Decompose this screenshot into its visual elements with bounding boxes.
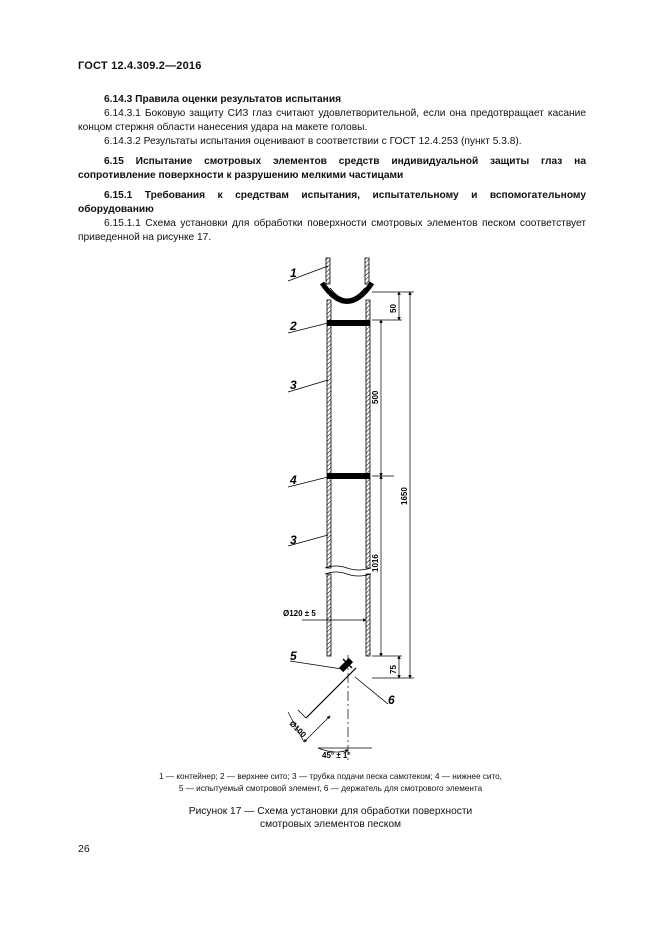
- legend-line-2: 5 — испытуемый смотровой элемент, 6 — держатель для смотрового элемента: [178, 783, 483, 793]
- paragraph-6-15-1-1: 6.15.1.1 Схема установки для обработки поверхности смотровых элементов песком соответствует приведенной на рисунке 17.: [78, 218, 586, 243]
- dim-1016: 1016: [371, 554, 380, 572]
- legend-line-1: 1 — контейнер; 2 — верхнее сито; 3 — трубка подачи песка самотеком; 4 — нижнее сито,: [159, 772, 502, 781]
- label-tube-lower: 3: [290, 533, 297, 547]
- label-upper-sieve: 2: [290, 319, 297, 333]
- document-header: ГОСТ 12.4.309.2—2016: [78, 60, 202, 72]
- dim-specimen-diameter: Ø100: [287, 719, 308, 740]
- label-tube-upper: 3: [290, 378, 297, 392]
- paragraph-6-14-3-1: 6.14.3.1 Боковую защиту СИЗ глаз считают удовлетворительной, если она предотвращает касание концом стержня области нанесения удара на макете головы.: [78, 108, 586, 133]
- label-specimen: 5: [290, 649, 297, 663]
- heading-6-14-3: 6.14.3 Правила оценки результатов испытания: [104, 94, 342, 105]
- dim-1650: 1650: [400, 487, 409, 505]
- dim-angle: 45° ± 1°: [322, 751, 351, 760]
- dim-75: 75: [389, 665, 398, 674]
- dim-diameter: Ø120 ± 5: [283, 609, 316, 618]
- dim-500: 500: [371, 390, 380, 404]
- figure-caption: [0, 805, 661, 831]
- lower-sieve: [327, 473, 370, 479]
- upper-sieve: [327, 320, 370, 326]
- caption-line-1: Рисунок 17 — Схема установки для обработки поверхности: [188, 806, 473, 817]
- heading-6-15-1: 6.15.1 Требования к средствам испытания, испытательному и вспомогательному оборудованию: [78, 190, 586, 215]
- label-lower-sieve: 4: [290, 473, 297, 487]
- leader-lines: [288, 266, 388, 704]
- label-holder: 6: [388, 693, 395, 707]
- caption-line-2: смотровых элементов песком: [259, 819, 402, 830]
- label-container: 1: [290, 266, 297, 280]
- container: [322, 258, 372, 302]
- figure-legend: [0, 771, 661, 794]
- paragraph-6-14-3-2: 6.14.3.2 Результаты испытания оценивают в соответствии с ГОСТ 12.4.253 (пункт 5.3.8).: [104, 136, 522, 147]
- dimension-lines: [288, 292, 414, 752]
- dim-50: 50: [389, 304, 398, 313]
- page-number: 26: [78, 843, 90, 855]
- heading-6-15: 6.15 Испытание смотровых элементов средств индивидуальной защиты глаз на сопротивление поверхности к разрушению мелкими частицами: [78, 156, 586, 181]
